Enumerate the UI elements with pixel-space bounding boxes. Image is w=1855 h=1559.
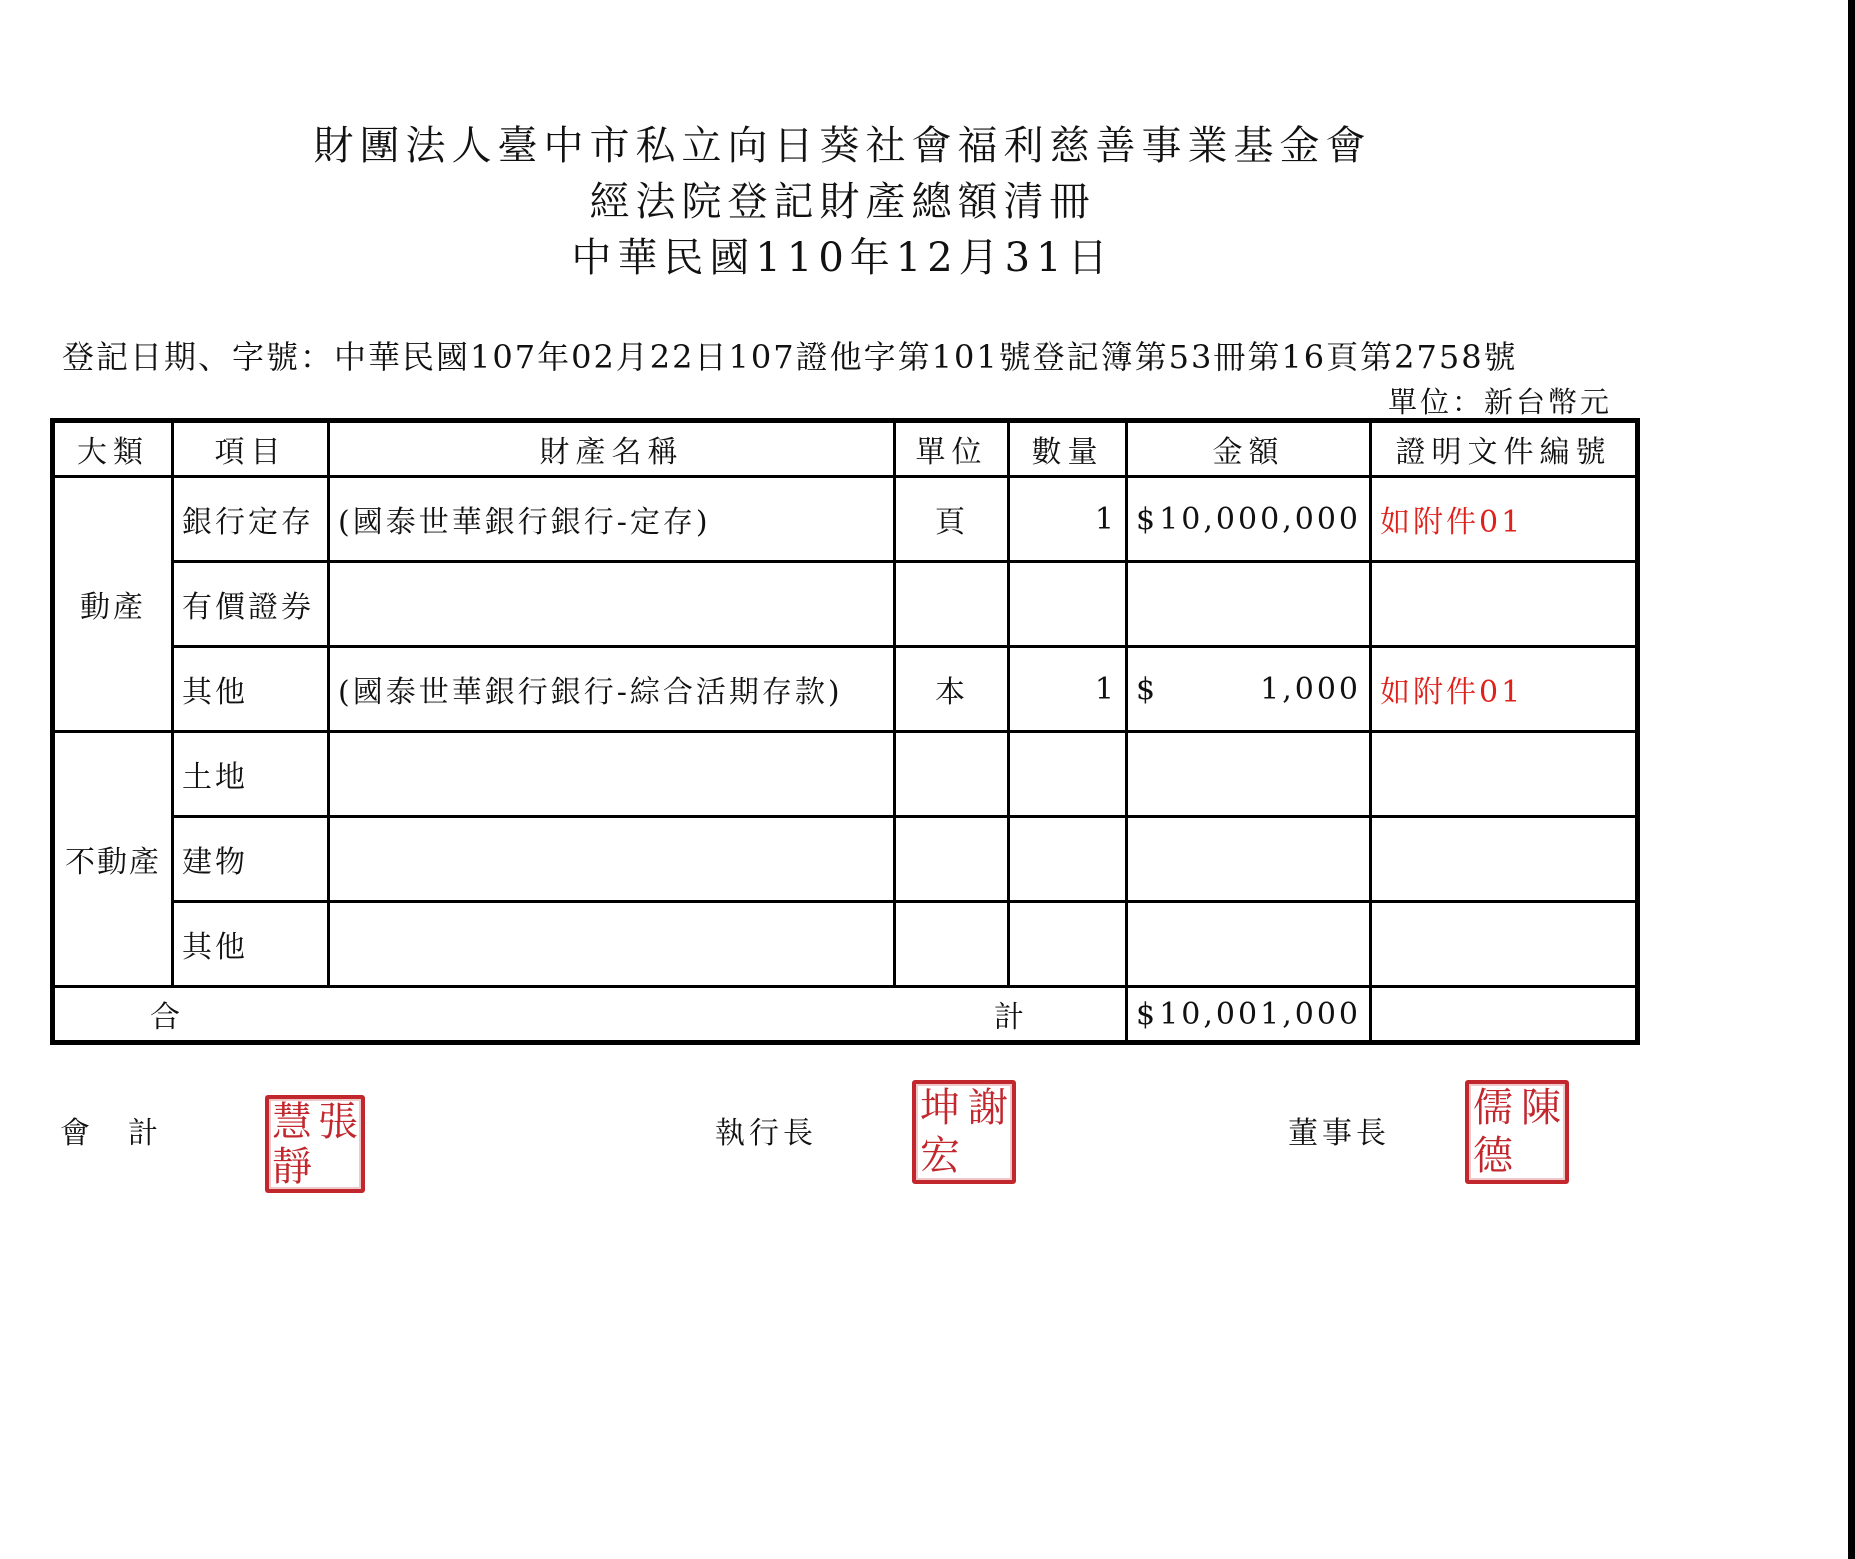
row-amount-cell xyxy=(1127,817,1371,902)
document-date: 中華民國110年12月31日 xyxy=(571,235,1114,281)
row-unit: 本 xyxy=(895,647,1009,732)
seal-char: 慧 xyxy=(272,1098,312,1145)
header-quantity: 數量 xyxy=(1009,421,1127,477)
row-property-name xyxy=(329,902,895,987)
header-category: 大類 xyxy=(53,421,173,477)
seal-char: 德 xyxy=(1473,1133,1513,1179)
seal-char: 宏 xyxy=(920,1133,960,1179)
row-item: 有價證券 xyxy=(173,562,329,647)
row-quantity: 1 xyxy=(1009,477,1127,562)
right-edge-bar xyxy=(1848,0,1855,1559)
row-item: 土地 xyxy=(173,732,329,817)
row-property-name: (國泰世華銀行銀行-綜合活期存款) xyxy=(329,647,895,732)
table-row xyxy=(53,477,1638,562)
header-doc-number: 證明文件編號 xyxy=(1371,421,1638,477)
total-amount: 10,001,000 xyxy=(1159,996,1361,1032)
row-currency: $ xyxy=(1136,501,1159,537)
row-property-name: (國泰世華銀行銀行-定存) xyxy=(329,477,895,562)
header-amount: 金額 xyxy=(1127,421,1371,477)
total-label-left: 合 xyxy=(150,1000,183,1035)
row-quantity: 1 xyxy=(1009,647,1127,732)
header-property-name: 財產名稱 xyxy=(329,421,895,477)
row-amount-cell xyxy=(1127,477,1371,562)
category-immovable: 不動產 xyxy=(53,732,173,987)
header-unit: 單位 xyxy=(895,421,1009,477)
row-doc-number: 如附件01 xyxy=(1371,647,1638,732)
seal-char: 坤 xyxy=(920,1085,960,1131)
seal-char: 儒 xyxy=(1473,1085,1513,1131)
table-row xyxy=(53,732,1638,817)
table-header-row xyxy=(53,421,1638,477)
row-currency: $ xyxy=(1136,671,1159,707)
row-quantity xyxy=(1009,817,1127,902)
table-row xyxy=(53,562,1638,647)
row-unit xyxy=(895,732,1009,817)
registration-info: 登記日期、字號：中華民國107年02月22日107證他字第101號登記簿第53冊第16頁第2758號 xyxy=(62,338,1518,376)
accountant-label: 會 計 xyxy=(60,1116,162,1151)
chairman-label: 董事長 xyxy=(1288,1116,1390,1151)
seal-char: 靜 xyxy=(272,1143,312,1190)
row-doc-number xyxy=(1371,902,1638,987)
category-movable: 動產 xyxy=(53,477,173,732)
property-table xyxy=(50,418,1640,1045)
table-row xyxy=(53,902,1638,987)
seal-char: 陳 xyxy=(1521,1085,1561,1131)
title-block xyxy=(0,118,1685,286)
row-unit: 頁 xyxy=(895,477,1009,562)
row-amount: 10,000,000 xyxy=(1159,501,1361,537)
document-title: 經法院登記財產總額清冊 xyxy=(589,179,1096,225)
row-quantity xyxy=(1009,562,1127,647)
total-currency: $ xyxy=(1136,996,1159,1032)
chairman-seal xyxy=(1465,1080,1569,1184)
row-amount-cell xyxy=(1127,732,1371,817)
row-amount: 1,000 xyxy=(1260,671,1361,707)
total-label-right: 計 xyxy=(994,1000,1027,1035)
row-quantity xyxy=(1009,732,1127,817)
row-property-name xyxy=(329,732,895,817)
table-row xyxy=(53,647,1638,732)
row-unit xyxy=(895,817,1009,902)
org-title: 財團法人臺中市私立向日葵社會福利慈善事業基金會 xyxy=(313,123,1372,169)
seal-char: 張 xyxy=(318,1098,358,1145)
row-doc-number xyxy=(1371,562,1638,647)
row-doc-number xyxy=(1371,817,1638,902)
total-doc-cell xyxy=(1371,987,1638,1043)
header-item: 項目 xyxy=(173,421,329,477)
ceo-seal xyxy=(912,1080,1016,1184)
row-quantity xyxy=(1009,902,1127,987)
row-property-name xyxy=(329,562,895,647)
row-item: 銀行定存 xyxy=(173,477,329,562)
total-row xyxy=(53,987,1638,1043)
ceo-label: 執行長 xyxy=(715,1116,817,1151)
row-item: 建物 xyxy=(173,817,329,902)
table-row xyxy=(53,817,1638,902)
row-doc-number: 如附件01 xyxy=(1371,477,1638,562)
row-item: 其他 xyxy=(173,647,329,732)
row-amount-cell xyxy=(1127,902,1371,987)
row-property-name xyxy=(329,817,895,902)
accountant-seal xyxy=(265,1095,365,1193)
currency-unit: 單位：新台幣元 xyxy=(1388,385,1613,419)
total-label-cell xyxy=(53,987,1127,1043)
row-item: 其他 xyxy=(173,902,329,987)
row-amount-cell xyxy=(1127,647,1371,732)
row-unit xyxy=(895,902,1009,987)
row-amount-cell xyxy=(1127,562,1371,647)
row-unit xyxy=(895,562,1009,647)
row-doc-number xyxy=(1371,732,1638,817)
seal-char: 謝 xyxy=(968,1085,1008,1131)
total-amount-cell xyxy=(1127,987,1371,1043)
